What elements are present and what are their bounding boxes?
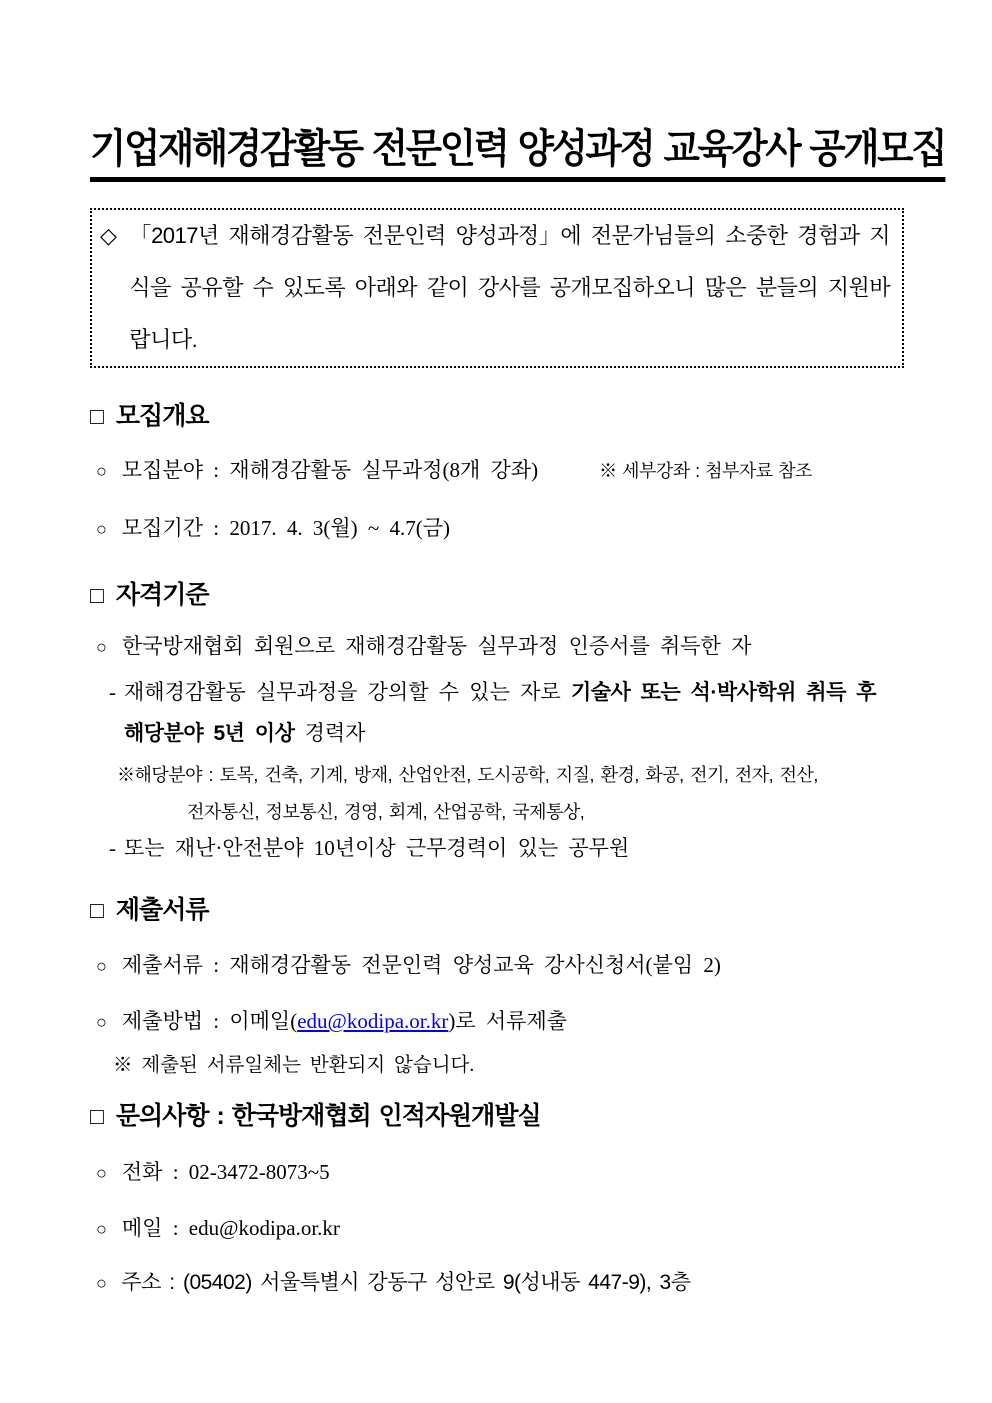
circle-bullet-icon: ○ (96, 956, 107, 976)
qualification-note-line-1: ※해당분야 : 토목, 건축, 기계, 방재, 산업안전, 도시공학, 지질, 환경, 화공, 전기, 전자, 전산, (117, 765, 818, 785)
contact-address-item (96, 1268, 904, 1298)
document-title: 기업재해경감활동 전문인력 양성과정 교육강사 공개모집 (90, 126, 945, 182)
section-heading-contact (90, 1099, 904, 1133)
circle-bullet-icon: ○ (96, 637, 107, 657)
section-heading-documents (90, 893, 904, 927)
overview-field-text: 모집분야 : 재해경감활동 실무과정(8개 강좌) (121, 458, 539, 482)
square-bullet-icon: □ (90, 897, 103, 923)
intro-text: 「2017년 재해경감활동 전문인력 양성과정」에 전문가님들의 소중한 경험과 지식을 공유할 수 있도록 아래와 같이 강사를 공개모집하오니 많은 분들의 지원바랍니다. (129, 223, 890, 352)
dash-bullet-icon: - (109, 680, 116, 704)
documents-item-1 (96, 950, 904, 981)
qualification-subitem-1 (109, 672, 904, 754)
subitem-bold-text: 기술사 또는 석·박사학위 취득 후 해당분야 5년 이상 (124, 681, 876, 745)
overview-period-text: 모집기간 : 2017. 4. 3(월) ~ 4.7(금) (121, 516, 451, 540)
qualification-subitem-2-text: 또는 재난·안전분야 10년이상 근무경력이 있는 공무원 (124, 836, 630, 860)
circle-bullet-icon: ○ (96, 461, 107, 481)
square-bullet-icon: □ (90, 1103, 103, 1129)
overview-field-side-note: ※ 세부강좌 : 첨부자료 참조 (599, 461, 812, 481)
dash-bullet-icon: - (109, 836, 116, 860)
qualification-subitem-2 (109, 833, 904, 863)
documents-note: ※ 제출된 서류일체는 반환되지 않습니다. (113, 1055, 475, 1076)
circle-bullet-icon: ○ (96, 519, 107, 539)
method-suffix-text: )로 서류제출 (448, 1009, 568, 1033)
circle-bullet-icon: ○ (96, 1012, 107, 1032)
overview-period-item (96, 513, 904, 544)
section-heading-qualification (90, 578, 904, 612)
subitem-normal-text: 재해경감활동 실무과정을 강의할 수 있는 자로 (124, 680, 571, 704)
documents-item-2 (96, 1006, 904, 1037)
intro-box (90, 208, 904, 368)
section-heading-label: 모집개요 (115, 402, 209, 430)
section-heading-label: 문의사항 : 한국방재협회 인적자원개발실 (115, 1102, 541, 1130)
section-heading-label: 제출서류 (115, 896, 209, 924)
method-prefix-text: 제출방법 : 이메일( (121, 1009, 298, 1033)
subitem-tail-text: 경력자 (294, 721, 366, 745)
contact-email-text: 메일 : edu@kodipa.or.kr (121, 1216, 340, 1240)
contact-phone-text: 전화 : 02-3472-8073~5 (121, 1160, 330, 1184)
qualification-subitem-1-text (124, 672, 904, 754)
documents-item-1-text: 제출서류 : 재해경감활동 전문인력 양성교육 강사신청서(붙임 2) (121, 953, 721, 977)
contact-email-item (96, 1213, 904, 1244)
documents-item-2-text (122, 1006, 567, 1036)
contact-phone-item (96, 1157, 904, 1188)
qualification-item-1 (96, 631, 904, 662)
email-link[interactable]: edu@kodipa.or.kr (297, 1009, 449, 1033)
section-heading-label: 자격기준 (115, 581, 209, 609)
circle-bullet-icon: ○ (96, 1219, 107, 1239)
qualification-note-line-2: 전자통신, 정보통신, 경영, 회계, 산업공학, 국제통상, (187, 802, 585, 822)
circle-bullet-icon: ○ (96, 1163, 107, 1183)
diamond-bullet-icon: ◇ (100, 223, 117, 248)
square-bullet-icon: □ (90, 403, 103, 429)
overview-field-item (96, 455, 904, 486)
square-bullet-icon: □ (90, 582, 103, 608)
qualification-item-1-text: 한국방재협회 회원으로 재해경감활동 실무과정 인증서를 취득한 자 (121, 634, 752, 658)
qualification-note (117, 757, 904, 831)
circle-bullet-icon: ○ (96, 1273, 107, 1293)
contact-address-text: 주소 : (05402) 서울특별시 강동구 성안로 9(성내동 447-9), 3층 (121, 1271, 691, 1294)
section-heading-overview (90, 399, 904, 433)
